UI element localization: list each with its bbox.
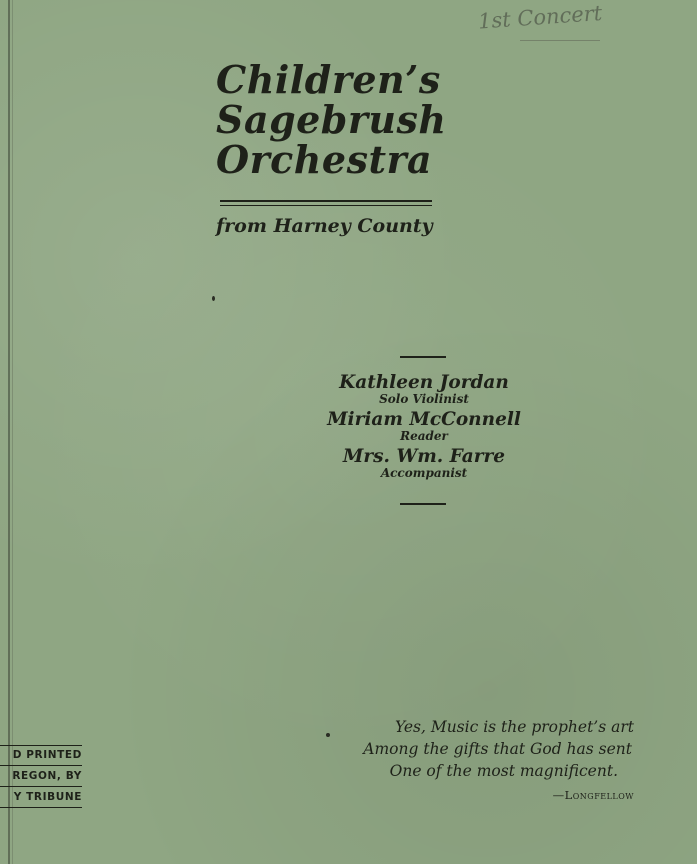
title-line-3: Orchestra bbox=[216, 137, 433, 182]
cover-subtitle: from Harney County bbox=[216, 215, 433, 237]
title-rule-bottom bbox=[220, 205, 432, 206]
quote-line-3: One of the most magnificent. bbox=[389, 762, 618, 780]
imprint-line-2: REGON, BY bbox=[0, 766, 82, 787]
performer-name: Kathleen Jordan bbox=[339, 372, 509, 393]
imprint-line-1: D PRINTED bbox=[0, 745, 82, 766]
quote-attribution: —Longfellow bbox=[552, 788, 634, 802]
performer-role: Solo Violinist bbox=[379, 392, 469, 406]
title-rule-top bbox=[220, 200, 432, 202]
performer-role: Reader bbox=[400, 429, 448, 443]
performer-credits bbox=[318, 372, 530, 483]
credits-rule-top bbox=[400, 356, 446, 358]
performer-entry bbox=[318, 446, 530, 480]
credits-rule-bottom bbox=[400, 503, 446, 505]
title-line-1: Children’s bbox=[216, 57, 441, 102]
performer-entry bbox=[318, 372, 530, 406]
performer-name: Miriam McConnell bbox=[327, 409, 521, 430]
imprint-frame bbox=[0, 745, 82, 808]
epigraph-quote bbox=[322, 716, 634, 782]
imprint-line-3: Y TRIBUNE bbox=[13, 791, 82, 803]
quote-line-2: Among the gifts that God has sent bbox=[363, 740, 632, 758]
title-line-2: Sagebrush bbox=[216, 97, 447, 142]
ink-speck bbox=[212, 296, 215, 301]
cover-spine-edge bbox=[12, 0, 13, 864]
performer-role: Accompanist bbox=[380, 466, 468, 480]
handnote-underline bbox=[520, 40, 600, 41]
performer-name: Mrs. Wm. Farre bbox=[342, 446, 506, 467]
performer-entry bbox=[318, 409, 530, 443]
cover-spine-fold bbox=[8, 0, 10, 864]
cover-title bbox=[216, 57, 447, 182]
handwritten-note: 1st Concert bbox=[477, 0, 603, 34]
quote-line-1: Yes, Music is the prophet’s art bbox=[394, 718, 634, 736]
